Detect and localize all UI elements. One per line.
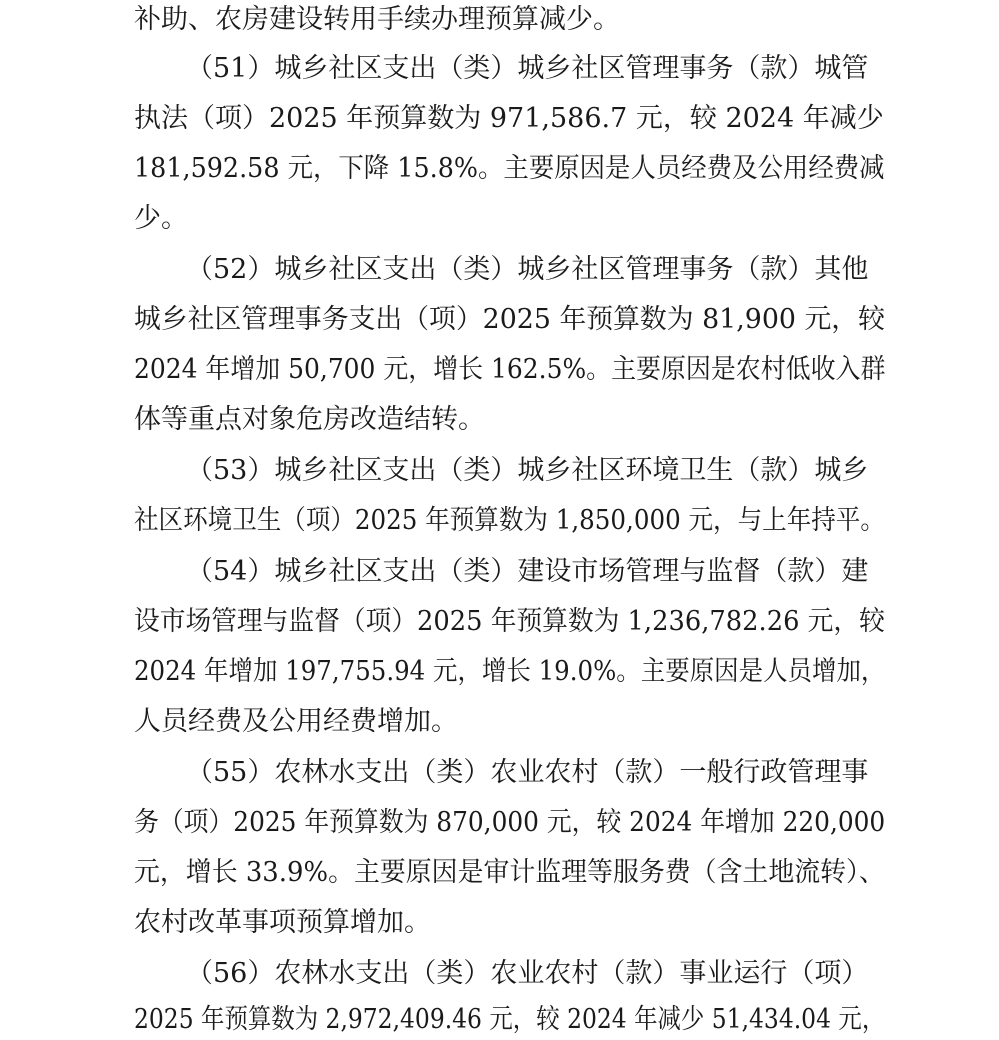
text-line: 城乡社区管理事务支出（项）2025 年预算数为 81,900 元，较 — [134, 304, 885, 335]
text-line: 2024 年增加 197,755.94 元，增长 19.0%。主要原因是人员增加， — [134, 656, 886, 687]
paragraph-51-heading: （51）城乡社区支出（类）城乡社区管理事务（款）城管 — [186, 53, 869, 84]
paragraph-52-heading: （52）城乡社区支出（类）城乡社区管理事务（款）其他 — [186, 254, 869, 285]
paragraph-53-heading: （53）城乡社区支出（类）城乡社区环境卫生（款）城乡 — [186, 455, 869, 486]
paragraph-56-heading: （56）农林水支出（类）农业农村（款）事业运行（项） — [186, 958, 869, 989]
text-line: 体等重点对象危房改造结转。 — [134, 404, 485, 435]
text-line: 少。 — [134, 203, 188, 234]
text-line: 元，增长 33.9%。主要原因是审计监理等服务费（含土地流转）、 — [134, 857, 885, 888]
paragraph-54-heading: （54）城乡社区支出（类）建设市场管理与监督（款）建 — [186, 556, 869, 587]
text-line: 2025 年预算数为 2,972,409.46 元，较 2024 年减少 51,434.04 元， — [134, 1004, 886, 1035]
text-line: 社区环境卫生（项）2025 年预算数为 1,850,000 元，与上年持平。 — [134, 505, 885, 536]
text-line: 农村改革事项预算增加。 — [134, 907, 431, 938]
text-line: 设市场管理与监督（项）2025 年预算数为 1,236,782.26 元，较 — [134, 606, 885, 637]
paragraph-55-heading: （55）农林水支出（类）农业农村（款）一般行政管理事 — [186, 757, 869, 788]
text-line: 务（项）2025 年预算数为 870,000 元，较 2024 年增加 220,000 — [134, 807, 886, 838]
text-line: 人员经费及公用经费增加。 — [134, 706, 458, 737]
text-line: 181,592.58 元，下降 15.8%。主要原因是人员经费及公用经费减 — [134, 153, 885, 184]
text-line: 执法（项）2025 年预算数为 971,586.7 元，较 2024 年减少 — [134, 103, 884, 134]
text-line: 补助、农房建设转用手续办理预算减少。 — [134, 4, 620, 35]
text-line: 2024 年增加 50,700 元，增长 162.5%。主要原因是农村低收入群 — [134, 354, 886, 385]
